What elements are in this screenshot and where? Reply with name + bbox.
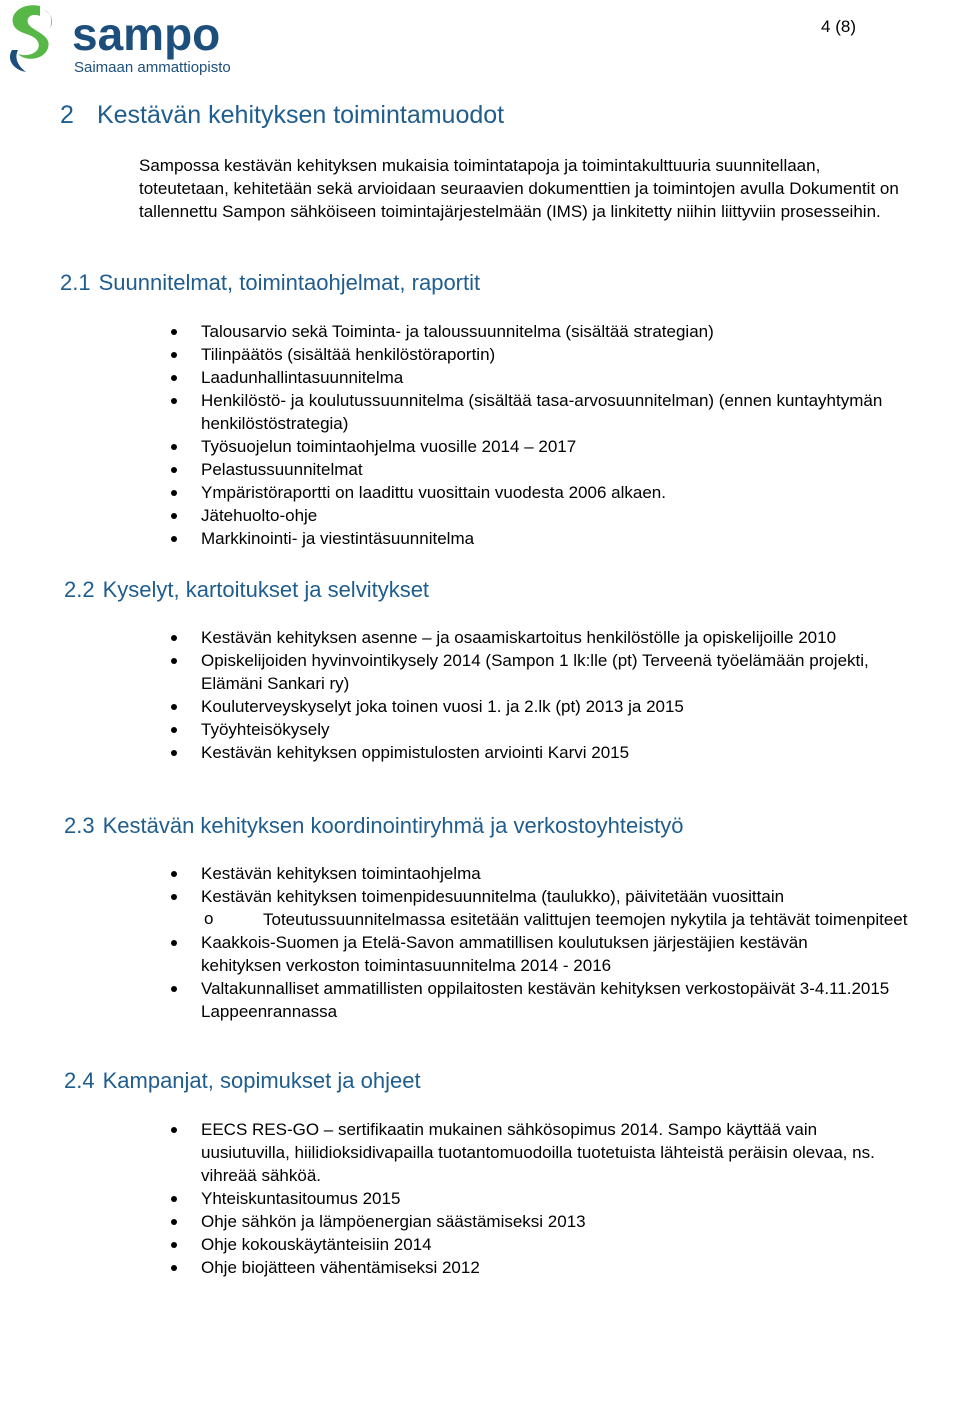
- list-item: [0, 366, 900, 389]
- bullet-icon: [171, 704, 177, 710]
- list-item-text: Tilinpäätös (sisältää henkilöstöraportin): [201, 345, 496, 364]
- sampo-logo: [0, 0, 270, 80]
- bullet-icon: [171, 1242, 177, 1248]
- bullet-icon: [171, 871, 177, 877]
- list-item-text: EECS RES-GO – sertifikaatin mukainen sähkösopimus 2014. Sampo käyttää vain uusiutuvilla, hiilidioksidivapailla tuotantomuodoilla tuotetuista lähteistä peräisin olevaa, ns. vihreää sähköä.: [201, 1120, 875, 1185]
- list-item: [0, 1256, 900, 1279]
- bullet-icon: [171, 352, 177, 358]
- list-item-text: Ohje sähkön ja lämpöenergian säästämiseksi 2013: [201, 1212, 586, 1231]
- list-item: [0, 1210, 900, 1233]
- section-title-text: Suunnitelmat, toimintaohjelmat, raportit: [98, 270, 481, 295]
- list-item-text: Kestävän kehityksen asenne – ja osaamiskartoitus henkilöstölle ja opiskelijoille 2010: [201, 628, 837, 647]
- bullet-icon: [171, 658, 177, 664]
- chapter-number: 2: [60, 101, 74, 129]
- section-number: 2.3: [64, 813, 95, 838]
- bullet-icon: [171, 894, 177, 900]
- section-title-2-3: [64, 813, 683, 839]
- list-item: [0, 695, 900, 718]
- list-item: [0, 862, 900, 885]
- bullet-icon: [171, 635, 177, 641]
- list-item: [0, 885, 908, 931]
- list-item: [0, 458, 900, 481]
- list-item-text: Kestävän kehityksen oppimistulosten arviointi Karvi 2015: [201, 743, 630, 762]
- bullet-icon: [171, 1219, 177, 1225]
- bullet-icon: [171, 444, 177, 450]
- list-item: [0, 1118, 901, 1187]
- section-title-text: Kestävän kehityksen koordinointiryhmä ja verkostoyhteistyö: [102, 813, 684, 838]
- bullet-icon: [171, 750, 177, 756]
- list-item: [0, 718, 900, 741]
- section-2-2-list: [0, 626, 900, 764]
- bullet-icon: [171, 1265, 177, 1271]
- bullet-icon: [171, 1196, 177, 1202]
- bullet-icon: [171, 513, 177, 519]
- bullet-icon: [171, 467, 177, 473]
- section-title-2-1: [60, 270, 480, 296]
- section-title-2-4: [64, 1068, 421, 1094]
- list-item: [0, 741, 900, 764]
- list-item-text: Kaakkois-Suomen ja Etelä-Savon ammatillisen koulutuksen järjestäjien kestävän kehityksen verkoston toimintasuunnitelma 2014 - 2016: [201, 933, 808, 975]
- list-item: [0, 343, 900, 366]
- bullet-icon: [171, 398, 177, 404]
- sub-list-item: [201, 908, 913, 931]
- section-number: 2.4: [64, 1068, 95, 1093]
- section-2-3-list: [0, 862, 908, 1023]
- list-item-text: Henkilöstö- ja koulutussuunnitelma (sisältää tasa-arvosuunnitelman) (ennen kuntayhtymän henkilöstöstrategia): [201, 391, 883, 433]
- bullet-icon: [171, 536, 177, 542]
- list-item-text: Pelastussuunnitelmat: [201, 460, 363, 479]
- list-item-text: Opiskelijoiden hyvinvointikysely 2014 (Sampon 1 lk:lle (pt) Terveenä työelämään projekti, Elämäni Sankari ry): [201, 651, 869, 693]
- list-item-text: Markkinointi- ja viestintäsuunnitelma: [201, 529, 475, 548]
- list-item-text: Ohje kokouskäytänteisiin 2014: [201, 1235, 432, 1254]
- chapter-title-text: Kestävän kehityksen toimintamuodot: [96, 101, 505, 129]
- list-item: [0, 1187, 900, 1210]
- chapter-title: [60, 101, 504, 130]
- list-item: [0, 320, 900, 343]
- list-item: [0, 389, 891, 435]
- list-item-text: Ympäristöraportti on laadittu vuosittain vuodesta 2006 alkaen.: [201, 483, 666, 502]
- bullet-icon: [171, 727, 177, 733]
- list-item-text: Kouluterveyskyselyt joka toinen vuosi 1. ja 2.lk (pt) 2013 ja 2015: [201, 697, 684, 716]
- list-item-text: Jätehuolto-ohje: [201, 506, 318, 525]
- bullet-icon: [171, 490, 177, 496]
- bullet-icon: [171, 1127, 177, 1133]
- bullet-icon: [171, 375, 177, 381]
- logo-subtitle: Saimaan ammattiopisto: [74, 59, 231, 76]
- list-item-text: Ohje biojätteen vähentämiseksi 2012: [201, 1258, 480, 1277]
- list-item: [0, 1233, 900, 1256]
- section-title-text: Kyselyt, kartoitukset ja selvitykset: [102, 577, 430, 602]
- list-item: [0, 481, 900, 504]
- bullet-icon: [171, 329, 177, 335]
- list-item-text: Työsuojelun toimintaohjelma vuosille 2014 – 2017: [201, 437, 577, 456]
- bullet-icon: [171, 986, 177, 992]
- bullet-icon: [171, 940, 177, 946]
- section-number: 2.1: [60, 270, 91, 295]
- list-item: [0, 435, 900, 458]
- list-item-text: Kestävän kehityksen toimenpidesuunnitelma (taulukko), päivitetään vuosittain: [201, 887, 785, 906]
- sub-bullet-marker: o: [204, 909, 214, 928]
- page-number: 4 (8): [821, 17, 856, 36]
- list-item-text: Yhteiskuntasitoumus 2015: [201, 1189, 401, 1208]
- section-title-text: Kampanjat, sopimukset ja ohjeet: [102, 1068, 421, 1093]
- sub-list: [201, 908, 908, 931]
- list-item: [0, 977, 901, 1023]
- list-item: [0, 626, 901, 649]
- list-item-text: Valtakunnalliset ammatillisten oppilaitosten kestävän kehityksen verkostopäivät 3-4.11.2015 Lappeenrannassa: [201, 979, 890, 1021]
- section-2-1-list: [0, 320, 900, 550]
- logo-wordmark: sampo: [72, 8, 221, 60]
- section-number: 2.2: [64, 577, 95, 602]
- list-item: [0, 527, 900, 550]
- intro-paragraph: Sampossa kestävän kehityksen mukaisia toimintatapoja ja toimintakulttuuria suunnitellaan, toteutetaan, kehitetään sekä arvioidaan seuraavien dokumenttien ja toimintojen avulla Dokumentit on tallennettu Sampon sähköiseen toimintajärjestelmään (IMS) ja linkitetty niihin liittyviin prosesseihin.: [139, 156, 899, 221]
- list-item-text: Kestävän kehityksen toimintaohjelma: [201, 864, 481, 883]
- list-item-text: Talousarvio sekä Toiminta- ja taloussuunnitelma (sisältää strategian): [201, 322, 714, 341]
- list-item: [0, 504, 900, 527]
- list-item-text: Toteutussuunnitelmassa esitetään valittujen teemojen nykytila ja tehtävät toimenpiteet: [263, 910, 908, 929]
- list-item-text: Työyhteisökysely: [201, 720, 330, 739]
- list-item: [0, 931, 891, 977]
- list-item-text: Laadunhallintasuunnitelma: [201, 368, 404, 387]
- section-2-4-list: [0, 1118, 900, 1279]
- list-item: [0, 649, 901, 695]
- section-title-2-2: [64, 577, 429, 603]
